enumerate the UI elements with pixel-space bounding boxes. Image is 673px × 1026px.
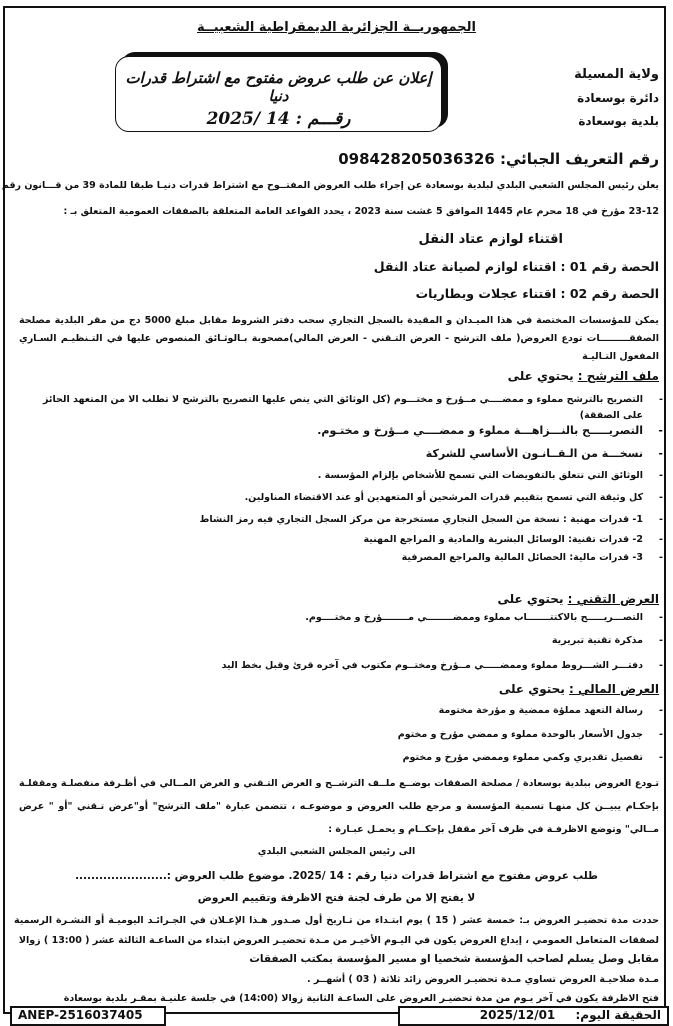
technical-item: - مذكرة تقنية تبريرية [552, 635, 643, 646]
candidacy-item: - الوثائق التي تتعلق بالتفويضات التي تسمح للأشخاص بإلزام المؤسسة . [318, 470, 643, 481]
publication-date: 2025/12/01 [479, 1008, 556, 1022]
announcement-title-box [115, 56, 442, 132]
deposit-receipt-line: مقابل وصل يسلم لصاحب المؤسسة شخصيا او مسير المؤسسة بمكتب الصفقات [249, 953, 659, 965]
technical-heading-label: العرض التقني : [567, 592, 659, 606]
technical-heading [497, 592, 659, 606]
announcement-number: رقـــم : 14 /2025 [206, 109, 351, 129]
newspaper-badge [398, 1006, 669, 1026]
candidacy-heading-suffix: يحتوي على [507, 369, 578, 383]
validity-line: مـدة صلاحيـة العروض تساوي مـدة تحضيـر العروض زائد ثلاثة ( 03 ) أشهــر . [306, 974, 659, 985]
intro-line-2: 23-12 مؤرخ في 18 محرم عام 1445 الموافق 5 غشت سنة 2023 ، يحدد القواعد العامة المتعلقة بالصفقات العمومية المتعلق بـ : [63, 206, 659, 217]
opening-line: فتح الاظرفة يكون في آخر يـوم من مدة تحضيـر العروض على الساعـة الثانية زوالا (14:00) في جلسة علنيـة بمقـر بلدية بوسعادة [63, 993, 659, 1004]
lot-1: الحصة رقم 01 : اقتناء لوازم لصيانة عتاد النقل [373, 259, 659, 274]
candidacy-item: - نسخـــة من الـقــانـون الأساسي للشركة [426, 447, 643, 460]
candidacy-item: - 1- قدرات مهنية : نسخة من السجل التجاري مستخرجة من مركز السجل التجاري فيه رمز النشاط [200, 514, 644, 525]
announcement-title: إعلان عن طلب عروض مفتوح مع اشتراط قدرات دنيا [125, 69, 432, 105]
technical-item: - دفتـــر الشـــروط مملوء وممضـــــي مــؤرخ ومختــوم مكتوب في آخره قرئ وقبل بخط اليد [222, 660, 643, 671]
daira-label: دائرة بوسعادة [577, 91, 659, 105]
candidacy-item: - 2- قدرات تقنية: الوسائل البشرية والمادية و المراجع المهنية [363, 534, 643, 545]
candidacy-item: - 3- قدرات مالية: الحصائل المالية والمراجع المصرفية [402, 552, 643, 563]
lot-2: الحصة رقم 02 : اقتناء عجلات وبطاريات [415, 286, 659, 301]
financial-heading-suffix: يحتوي على [498, 682, 570, 696]
financial-heading [499, 682, 659, 696]
candidacy-item: - التصريح بالترشح مملوء و ممضــــي مــؤرخ و مختـــوم (كل الوثائق التي ينص عليها التصريح بالترشح لا تطلب الا من المتعهد الحائز على الصفقة) [43, 392, 643, 424]
commune-label: بلدية بوسعادة [578, 114, 659, 128]
conditions-paragraph: يمكن للمؤسسات المختصة في هذا الميـدان و المقيدة بالسجل التجاري سحب دفتر الشروط مقابل مبلغ 5000 دج من مقر البلدية مصلحة الصفقـــــــــات تودع العروض( ملف الترشح - العرض التـقني - العرض المالي)مصحوبة بـالوثـائق المنصوص عليها في التـنظيـم السـاري المفعول التـاليـة [19, 315, 659, 362]
technical-item: - التصـــريـــــح بالاكتتـــــــاب مملوء وممضــــــــي مــــــــؤرخ و مختــــوم. [305, 612, 643, 623]
financial-item: - تفصيل تقديري وكمي مملوء وممضي مؤرخ و مختوم [403, 752, 643, 763]
republic-header: الجمهوريــة الجزائرية الديمقراطية الشعبيــة [197, 20, 476, 35]
tax-id: رقم التعريف الجبائي: 098428205036326 [338, 150, 659, 168]
financial-item: - جدول الأسعار بالوحدة مملوء و ممضي مؤرخ و مختوم [398, 729, 643, 740]
wilaya-label: ولاية المسيلة [574, 67, 659, 82]
candidacy-item: - التصريـــــح بالنـــزاهـــة مملوء و ممضــــي مــؤرخ و مختـوم. [317, 424, 643, 437]
intro-line-1: يعلن رئيس المجلس الشعبي البلدي لبلدية بوسعادة عن إجراء طلب العروض المفتــوح مع اشتراط قدرات دنيـا طبقا للمادة 39 من قـــانون رقم [1, 180, 659, 191]
candidacy-heading [508, 369, 659, 383]
anep-reference: ANEP-2516037405 [10, 1006, 166, 1026]
financial-heading-label: العرض المالي : [569, 682, 659, 696]
technical-heading-suffix: يحتوي على [497, 592, 568, 606]
envelope-addressee: الى رئيس المجلس الشعبي البلدي [257, 846, 416, 857]
candidacy-item: - كل وثيقة التي تسمح بتقييم قدرات المرشحين أو المتعهدين أو عند الاقتضاء المناولين. [245, 492, 643, 503]
envelope-warning: لا يفتح إلا من طرف لجنة فتح الاظرفة وتقييم العروض [197, 892, 476, 904]
candidacy-heading-label: ملف الترشح : [577, 369, 659, 383]
newspaper-name: الحقيقة اليوم: [575, 1008, 661, 1022]
deadline-paragraph: حددت مدة تحضيـر العروض بـ: خمسة عشر ( 15 ) يوم ابتـداء من تـاريخ أول صـدور هـذا الإعـلان في الجـرائـد اليوميـة أو النشـرة الرسمية لصفقات المتعامل العمومي ، إيداع العروض يكون في اليـوم الأخيـر من مـدة تحضيـر العروض ابتداء من الساعـة الثالثة عشر ( 13:00 ) زوالا [14, 915, 659, 946]
submission-paragraph: تـودع العروض ببلدية بوسعادة / مصلحة الصفقات بوضــع ملــف الترشــح و العرض التـقني و العرض المــالي في أظـرفة منفصلـة ومقفلـة بإحكـام يبيــن كل منهـا تسمية المؤسسة و مرجع طلب العروض و موضوعـه ، تتضمن عبارة "ملف الترشح" أو"عرض تـقني "أو " عرض مــالي" وتوضع الاظرفـة في ظرف آخر مقفل بإحكــام و يحمـل عبـارة : [19, 778, 659, 835]
envelope-reference: طلب عروض مفتوح مع اشتراط قدرات دنيا رقم : 14 /2025. موضوع طلب العروض :....................... [75, 870, 598, 882]
subject: اقتناء لوازم عتاد النقل [418, 232, 563, 247]
financial-item: - رسالة التعهد مملؤة ممضية و مؤرخة مختومة [439, 705, 643, 716]
